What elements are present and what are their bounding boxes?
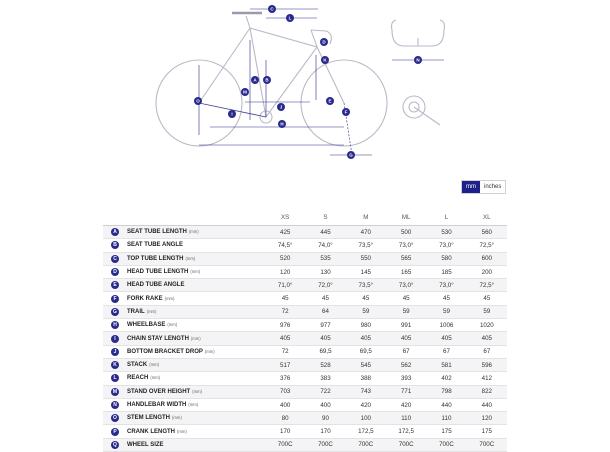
table-cell: 73,5° — [346, 239, 386, 252]
table-cell: 185 — [426, 265, 466, 278]
table-cell: 420 — [346, 398, 386, 411]
marker-o: O — [196, 98, 200, 104]
table-cell: 771 — [386, 385, 426, 398]
marker-a: A — [253, 77, 257, 83]
header-label — [127, 209, 265, 226]
row-label-cell — [127, 372, 265, 385]
row-letter-cell — [103, 398, 127, 411]
table-cell: 500 — [386, 226, 426, 239]
row-letter-badge: D — [111, 268, 119, 276]
table-cell: 530 — [426, 226, 466, 239]
header-size: M — [346, 209, 386, 226]
row-unit: (mm) — [146, 308, 157, 314]
table-row — [103, 305, 507, 318]
table-cell: 80 — [265, 412, 305, 425]
row-letter-cell — [103, 265, 127, 278]
table-cell: 45 — [386, 292, 426, 305]
table-cell: 45 — [467, 292, 507, 305]
table-row — [103, 226, 507, 239]
row-letter-badge: L — [111, 374, 119, 382]
row-letter-badge: C — [111, 255, 119, 263]
table-cell: 535 — [305, 252, 345, 265]
table-cell: 405 — [467, 332, 507, 345]
table-cell: 405 — [305, 332, 345, 345]
row-label-cell — [127, 305, 265, 318]
table-cell: 405 — [386, 332, 426, 345]
row-letter-badge: O — [111, 414, 119, 422]
table-cell: 1020 — [467, 319, 507, 332]
unit-inches-button[interactable]: inches — [480, 181, 505, 193]
table-cell: 73,0° — [426, 279, 466, 292]
table-cell: 520 — [265, 252, 305, 265]
unit-toggle — [461, 180, 506, 194]
row-label: SEAT TUBE LENGTH — [127, 229, 187, 236]
table-cell: 383 — [305, 372, 345, 385]
row-letter-badge: N — [111, 401, 119, 409]
table-cell: 172,5 — [346, 425, 386, 438]
row-letter-badge: A — [111, 228, 119, 236]
table-cell: 59 — [386, 305, 426, 318]
table-cell: 581 — [426, 358, 466, 371]
table-cell: 700C — [305, 438, 345, 451]
table-cell: 59 — [426, 305, 466, 318]
table-cell: 565 — [386, 252, 426, 265]
table-cell: 72,5° — [467, 279, 507, 292]
table-cell: 703 — [265, 385, 305, 398]
marker-j: J — [279, 104, 283, 110]
table-row — [103, 252, 507, 265]
table-cell: 72,5° — [467, 239, 507, 252]
row-label-cell — [127, 239, 265, 252]
row-label: WHEEL SIZE — [127, 441, 164, 448]
header-size: L — [426, 209, 466, 226]
table-cell: 412 — [467, 372, 507, 385]
table-cell: 73,0° — [386, 239, 426, 252]
row-label: HEAD TUBE ANGLE — [127, 282, 185, 289]
row-letter-cell — [103, 226, 127, 239]
table-cell: 72,0° — [305, 279, 345, 292]
table-cell: 130 — [305, 265, 345, 278]
row-label: WHEELBASE — [127, 322, 166, 329]
table-cell: 67 — [386, 345, 426, 358]
table-cell: 72 — [265, 345, 305, 358]
row-label: CHAIN STAY LENGTH — [127, 335, 189, 342]
marker-n: N — [416, 57, 420, 63]
row-letter-cell — [103, 358, 127, 371]
table-cell: 67 — [426, 345, 466, 358]
table-cell: 562 — [386, 358, 426, 371]
row-label: CRANK LENGTH — [127, 428, 175, 435]
table-cell: 822 — [467, 385, 507, 398]
table-cell: 743 — [346, 385, 386, 398]
table-row — [103, 292, 507, 305]
table-row — [103, 385, 507, 398]
marker-i: I — [231, 111, 233, 117]
marker-e: E — [328, 98, 332, 104]
table-cell: 1006 — [426, 319, 466, 332]
table-cell: 700C — [467, 438, 507, 451]
marker-b: B — [265, 77, 269, 83]
table-row — [103, 412, 507, 425]
marker-f: F — [344, 109, 348, 115]
row-letter-badge: B — [111, 241, 119, 249]
row-letter-cell — [103, 385, 127, 398]
table-cell: 991 — [386, 319, 426, 332]
table-row — [103, 265, 507, 278]
row-label-cell — [127, 279, 265, 292]
table-cell: 596 — [467, 358, 507, 371]
table-cell: 145 — [346, 265, 386, 278]
table-cell: 400 — [305, 398, 345, 411]
row-letter-cell — [103, 305, 127, 318]
row-letter-badge: K — [111, 361, 119, 369]
header-size: XL — [467, 209, 507, 226]
table-cell: 74,0° — [305, 239, 345, 252]
header-letter — [103, 209, 127, 226]
table-cell: 700C — [386, 438, 426, 451]
row-label: STACK — [127, 362, 148, 369]
table-cell: 59 — [467, 305, 507, 318]
row-unit: (mm) — [177, 428, 187, 434]
marker-g: G — [349, 152, 353, 158]
row-letter-badge: Q — [111, 441, 119, 449]
table-row — [103, 279, 507, 292]
row-unit: (mm) — [204, 348, 215, 354]
header-size: ML — [386, 209, 426, 226]
unit-mm-button[interactable]: mm — [462, 181, 480, 193]
row-unit: (mm) — [192, 388, 202, 394]
table-header-row — [103, 209, 507, 226]
table-row — [103, 425, 507, 438]
table-cell: 976 — [265, 319, 305, 332]
row-label: HANDLEBAR WIDTH — [127, 402, 187, 408]
row-letter-cell — [103, 372, 127, 385]
row-label-cell — [127, 412, 265, 425]
table-cell: 200 — [467, 265, 507, 278]
row-letter-badge: P — [111, 428, 119, 436]
geometry-diagram — [0, 0, 610, 175]
table-cell: 73,0° — [426, 239, 466, 252]
table-cell: 45 — [265, 292, 305, 305]
table-cell: 59 — [346, 305, 386, 318]
row-letter-cell — [103, 345, 127, 358]
row-letter-cell — [103, 332, 127, 345]
row-label-cell — [127, 319, 265, 332]
row-unit: (mm) — [190, 269, 201, 275]
row-label: FORK RAKE — [127, 295, 163, 302]
table-cell: 445 — [305, 226, 345, 239]
table-cell: 405 — [265, 332, 305, 345]
marker-d: D — [322, 39, 326, 45]
row-label-cell — [127, 398, 265, 411]
table-cell: 405 — [346, 332, 386, 345]
table-cell: 388 — [346, 372, 386, 385]
row-unit: (mm) — [172, 415, 182, 421]
row-letter-badge: F — [111, 295, 119, 303]
row-letter-cell — [103, 252, 127, 265]
table-row — [103, 345, 507, 358]
row-letter-cell — [103, 425, 127, 438]
marker-k: K — [323, 57, 327, 63]
table-cell: 393 — [386, 372, 426, 385]
table-cell: 110 — [386, 412, 426, 425]
row-letter-badge: J — [111, 348, 119, 356]
row-unit: (mm) — [149, 362, 159, 368]
table-cell: 580 — [426, 252, 466, 265]
table-cell: 73,0° — [386, 279, 426, 292]
row-label-cell — [127, 265, 265, 278]
table-cell: 90 — [305, 412, 345, 425]
table-cell: 45 — [426, 292, 466, 305]
table-cell: 405 — [426, 332, 466, 345]
row-label-cell — [127, 425, 265, 438]
table-cell: 69,5 — [346, 345, 386, 358]
row-unit: (mm) — [188, 229, 199, 235]
row-label-cell — [127, 226, 265, 239]
table-cell: 175 — [467, 425, 507, 438]
row-unit: (mm) — [150, 375, 161, 381]
table-cell: 170 — [305, 425, 345, 438]
table-cell: 700C — [346, 438, 386, 451]
row-unit: (mm) — [164, 295, 175, 301]
row-label: SEAT TUBE ANGLE — [127, 242, 184, 249]
table-row — [103, 332, 507, 345]
table-cell: 545 — [346, 358, 386, 371]
row-label-cell — [127, 385, 265, 398]
table-cell: 798 — [426, 385, 466, 398]
handlebar-detail — [392, 20, 445, 46]
table-cell: 528 — [305, 358, 345, 371]
row-letter-cell — [103, 319, 127, 332]
table-cell: 440 — [467, 398, 507, 411]
table-cell: 722 — [305, 385, 345, 398]
row-label: HEAD TUBE LENGTH — [127, 269, 189, 276]
row-letter-cell — [103, 239, 127, 252]
table-cell: 64 — [305, 305, 345, 318]
row-label-cell — [127, 252, 265, 265]
table-cell: 110 — [426, 412, 466, 425]
table-cell: 172,5 — [386, 425, 426, 438]
row-label: BOTTOM BRACKET DROP — [127, 348, 203, 355]
header-size: XS — [265, 209, 305, 226]
table-cell: 170 — [265, 425, 305, 438]
table-cell: 120 — [265, 265, 305, 278]
table-cell: 100 — [346, 412, 386, 425]
table-cell: 440 — [426, 398, 466, 411]
table-cell: 120 — [467, 412, 507, 425]
table-row — [103, 319, 507, 332]
table-cell: 560 — [467, 226, 507, 239]
row-letter-badge: E — [111, 281, 119, 289]
table-row — [103, 358, 507, 371]
header-size: S — [305, 209, 345, 226]
table-row — [103, 239, 507, 252]
table-cell: 600 — [467, 252, 507, 265]
row-label-cell — [127, 292, 265, 305]
table-cell: 45 — [346, 292, 386, 305]
table-cell: 425 — [265, 226, 305, 239]
table-cell: 69,5 — [305, 345, 345, 358]
marker-m: M — [243, 89, 247, 95]
marker-c: C — [270, 6, 274, 12]
marker-l: L — [288, 15, 292, 21]
table-cell: 71,0° — [265, 279, 305, 292]
table-cell: 420 — [386, 398, 426, 411]
row-label-cell — [127, 345, 265, 358]
table-cell: 45 — [305, 292, 345, 305]
marker-h: H — [280, 121, 284, 127]
table-cell: 67 — [467, 345, 507, 358]
row-unit: (mm) — [190, 335, 201, 341]
row-unit: (mm) — [167, 322, 178, 328]
table-cell: 977 — [305, 319, 345, 332]
row-label: TRAIL — [127, 308, 145, 315]
table-row — [103, 372, 507, 385]
table-cell: 73,5° — [346, 279, 386, 292]
row-label-cell — [127, 332, 265, 345]
row-label: REACH — [127, 375, 149, 382]
row-letter-cell — [103, 412, 127, 425]
row-label: TOP TUBE LENGTH — [127, 255, 184, 262]
geometry-table — [103, 209, 507, 452]
row-letter-badge: I — [111, 335, 119, 343]
table-row — [103, 398, 507, 411]
table-cell: 517 — [265, 358, 305, 371]
table-cell: 700C — [265, 438, 305, 451]
table-cell: 980 — [346, 319, 386, 332]
table-cell: 165 — [386, 265, 426, 278]
table-cell: 72 — [265, 305, 305, 318]
crank-detail — [403, 96, 440, 125]
table-cell: 400 — [265, 398, 305, 411]
table-cell: 550 — [346, 252, 386, 265]
table-cell: 376 — [265, 372, 305, 385]
table-cell: 74,5° — [265, 239, 305, 252]
row-label: STEM LENGTH — [127, 415, 170, 422]
row-letter-badge: G — [111, 308, 119, 316]
row-letter-cell — [103, 279, 127, 292]
row-letter-badge: H — [111, 321, 119, 329]
table-cell: 700C — [426, 438, 466, 451]
row-unit: (mm) — [188, 402, 199, 407]
row-letter-badge: M — [112, 388, 118, 395]
table-cell: 175 — [426, 425, 466, 438]
row-label: STAND OVER HEIGHT — [127, 388, 191, 395]
row-letter-cell — [103, 292, 127, 305]
table-cell: 470 — [346, 226, 386, 239]
row-label-cell — [127, 358, 265, 371]
row-unit: (mm) — [185, 255, 196, 261]
table-cell: 402 — [426, 372, 466, 385]
